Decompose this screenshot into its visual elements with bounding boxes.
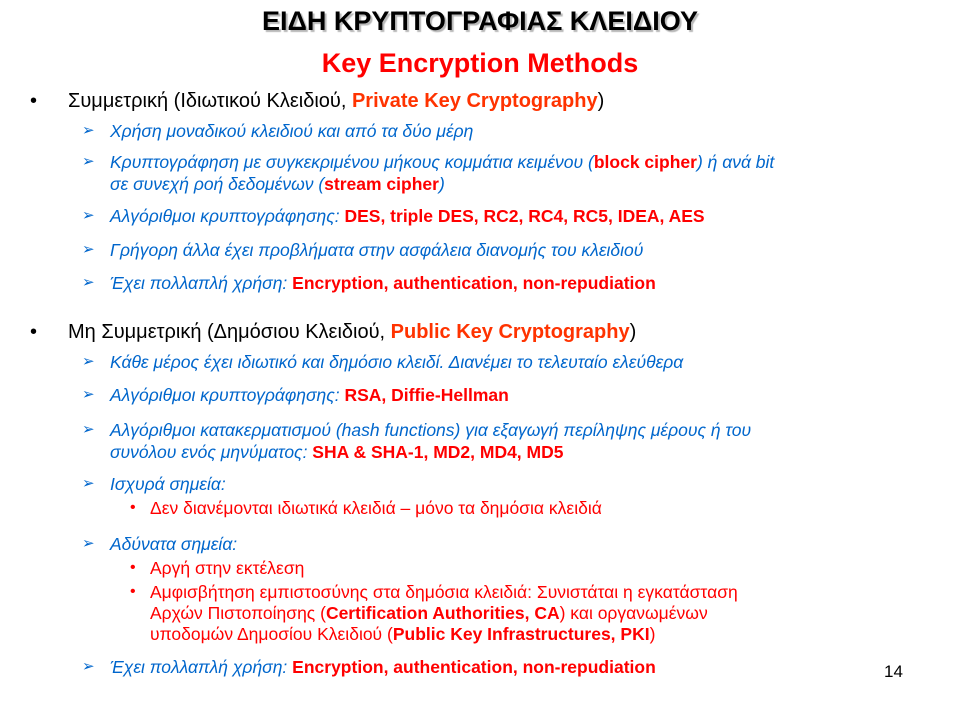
list-item: ➢ Αλγόριθμοι κατακερματισμού (hash functions) για εξαγωγή περίληψης μέρους ή του συνόλου ενός μηνύματος: SHA & SHA-1, MD2, MD4, MD5: [82, 420, 752, 462]
page-number: 14: [884, 662, 903, 681]
bullet-dot: •: [130, 499, 136, 516]
bullet-dot: •: [130, 583, 136, 600]
arrow-bullet-icon: ➢: [82, 153, 95, 170]
arrow-bullet-icon: ➢: [82, 386, 95, 403]
list-item: ➢ Χρήση μοναδικού κλειδιού και από τα δύο μέρη: [82, 121, 474, 141]
list-item: ➢ Έχει πολλαπλή χρήση: Encryption, authentication, non-repudiation: [82, 657, 656, 677]
bullet-dot: •: [30, 321, 38, 343]
list-item: ➢ Αδύνατα σημεία:: [82, 534, 238, 554]
sub-list-item: • Αργή στην εκτέλεση: [130, 558, 305, 578]
list-item: ➢ Κάθε μέρος έχει ιδιωτικό και δημόσιο κλειδί. Διανέμει το τελευταίο ελεύθερα: [82, 352, 684, 372]
arrow-bullet-icon: ➢: [82, 535, 95, 552]
slide-title: ΕΙΔΗ ΚΡΥΠΤΟΓΡΑΦΙΑΣ ΚΛΕΙΔΙΟΥ: [262, 6, 698, 36]
arrow-bullet-icon: ➢: [82, 421, 95, 438]
arrow-bullet-icon: ➢: [82, 122, 95, 139]
list-item: ➢ Κρυπτογράφηση με συγκεκριμένου μήκους κομμάτια κειμένου (block cipher) ή ανά bit σε συνεχή ροή δεδομένων (stream cipher): [82, 152, 775, 194]
arrow-bullet-icon: ➢: [82, 475, 95, 492]
bullet-dot: •: [130, 559, 136, 576]
private-key-term: Private Key Cryptography: [351, 90, 598, 112]
arrow-bullet-icon: ➢: [82, 353, 95, 370]
list-item: ➢ Γρήγορη άλλα έχει προβλήματα στην ασφάλεια διανομής του κλειδιού: [82, 240, 644, 260]
sub-list-item: • Δεν διανέμονται ιδιωτικά κλειδιά – μόνο τα δημόσια κλειδιά: [130, 498, 602, 518]
sub-list-item: • Αμφισβήτηση εμπιστοσύνης στα δημόσια κλειδιά: Συνιστάται η εγκατάσταση Αρχών Πιστοποίησης (Certification Authorities, CA) και οργανωμένων υποδομών Δημοσίου Κλειδιού (Public Key Infrastructures, PKI): [130, 582, 738, 644]
arrow-bullet-icon: ➢: [82, 274, 95, 291]
arrow-bullet-icon: ➢: [82, 241, 95, 258]
symmetric-heading: • Συμμετρική (Ιδιωτικού Κλειδιού, Private Key Cryptography): [30, 90, 605, 112]
list-item: ➢ Ισχυρά σημεία:: [82, 474, 226, 494]
list-item: ➢ Αλγόριθμοι κρυπτογράφησης: RSA, Diffie-Hellman: [82, 385, 509, 405]
asymmetric-heading: • Μη Συμμετρική (Δημόσιου Κλειδιού, Public Key Cryptography): [30, 321, 637, 343]
list-item: ➢ Έχει πολλαπλή χρήση: Encryption, authentication, non-repudiation: [82, 273, 656, 293]
public-key-term: Public Key Cryptography: [390, 321, 630, 343]
arrow-bullet-icon: ➢: [82, 658, 95, 675]
list-item: ➢ Αλγόριθμοι κρυπτογράφησης: DES, triple DES, RC2, RC4, RC5, IDEA, AES: [82, 206, 705, 226]
bullet-dot: •: [30, 90, 38, 112]
arrow-bullet-icon: ➢: [82, 207, 95, 224]
slide-subtitle: Key Encryption Methods: [321, 48, 639, 78]
